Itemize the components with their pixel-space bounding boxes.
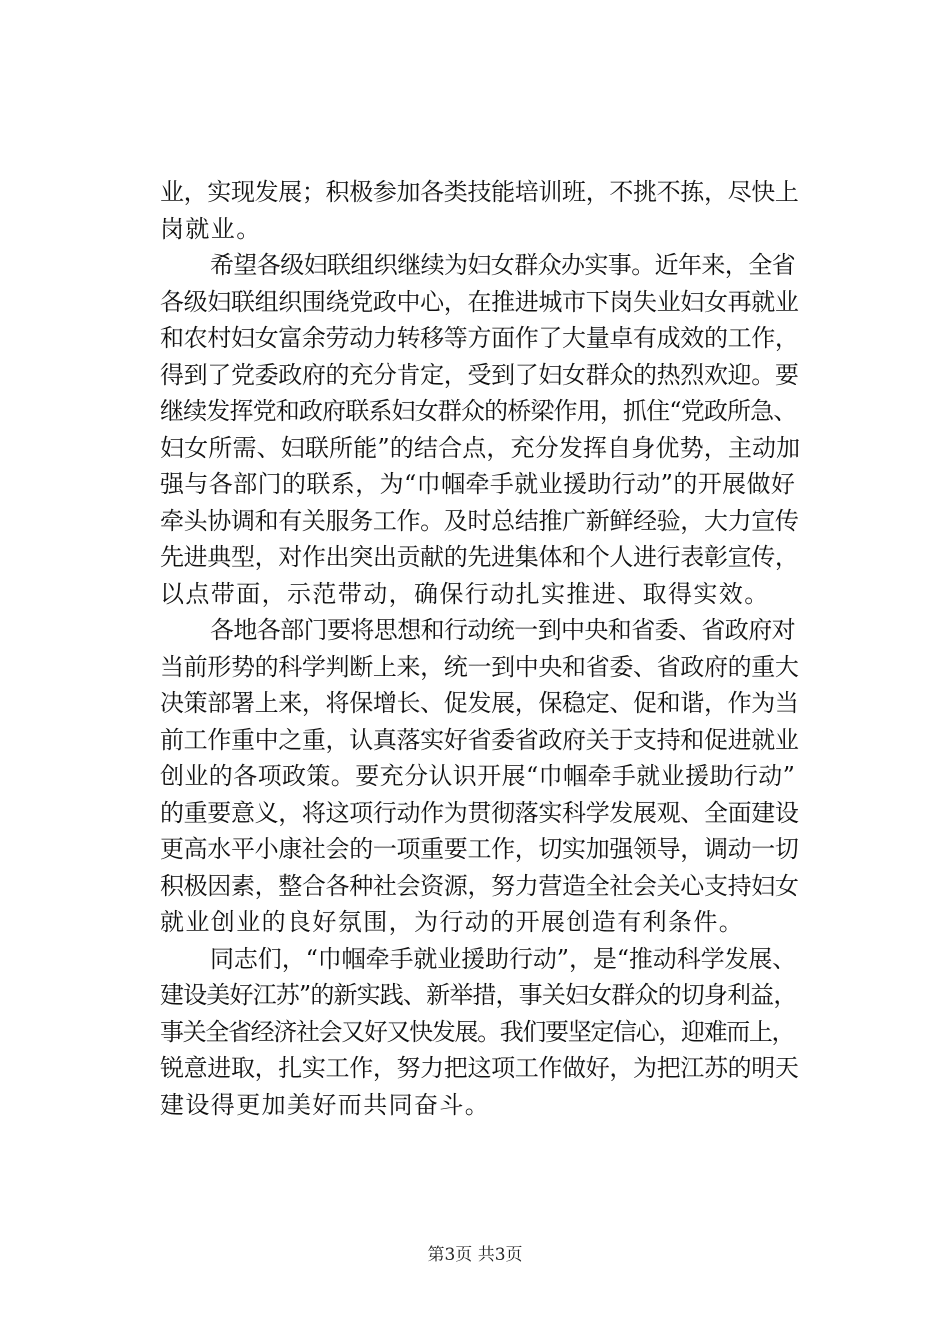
text-line: 当前形势的科学判断上来，统一到中央和省委、省政府的重大 — [160, 652, 799, 681]
paragraph-first-line: 各地各部门要将思想和行动统一到中央和省委、省政府对 — [210, 616, 795, 644]
text-line: 建设得更加美好而共同奋斗。 — [160, 1090, 491, 1119]
text-line: 更高水平小康社会的一项重要工作，切实加强领导，调动一切 — [160, 835, 799, 863]
text-line: 建设美好江苏”的新实践、新举措，事关妇女群众的切身利益， — [160, 981, 797, 1009]
paragraph-first-line: 同志们，“巾帼牵手就业援助行动”，是“推动科学发展、 — [210, 944, 797, 973]
text-line: 继续发挥党和政府联系妇女群众的桥梁作用，抓住“党政所急、 — [160, 397, 797, 425]
page-footer: 第3页 共3页 — [427, 1245, 523, 1265]
text-line: 决策部署上来，将保增长、促发展，保稳定、促和谐，作为当 — [160, 689, 799, 717]
text-line: 强与各部门的联系，为“巾帼牵手就业援助行动”的开展做好 — [160, 470, 796, 498]
text-line: 岗就业。 — [160, 214, 262, 243]
text-line: 的重要意义，将这项行动作为贯彻落实科学发展观、全面建设 — [160, 798, 799, 827]
text-line: 业，实现发展；积极参加各类技能培训班，不挑不拣，尽快上 — [160, 178, 799, 206]
text-line: 前工作重中之重，认真落实好省委省政府关于支持和促进就业 — [160, 725, 799, 754]
text-line: 事关全省经济社会又好又快发展。我们要坚定信心，迎难而上， — [160, 1017, 795, 1046]
text-line: 创业的各项政策。要充分认识开展“巾帼牵手就业援助行动” — [160, 762, 796, 790]
text-line: 就业创业的良好氛围，为行动的开展创造有利条件。 — [160, 908, 745, 936]
document-body — [160, 174, 800, 1123]
text-line: 先进典型，对作出突出贡献的先进集体和个人进行表彰宣传， — [160, 543, 799, 571]
text-line: 各级妇联组织围绕党政中心，在推进城市下岗失业妇女再就业 — [160, 287, 799, 316]
text-line: 和农村妇女富余劳动力转移等方面作了大量卓有成效的工作， — [160, 324, 799, 352]
text-line: 得到了党委政府的充分肯定，受到了妇女群众的热烈欢迎。要 — [160, 360, 799, 389]
text-line: 牵头协调和有关服务工作。及时总结推广新鲜经验，大力宣传 — [160, 506, 799, 535]
paragraph-first-line: 希望各级妇联组织继续为妇女群众办实事。近年来，全省 — [210, 251, 795, 279]
text-line: 锐意进取，扎实工作，努力把这项工作做好，为把江苏的明天 — [160, 1054, 799, 1082]
text-line: 积极因素，整合各种社会资源，努力营造全社会关心支持妇女 — [160, 871, 799, 900]
text-line: 妇女所需、妇联所能”的结合点，充分发挥自身优势，主动加 — [160, 433, 801, 462]
text-line: 以点带面，示范带动，确保行动扎实推进、取得实效。 — [160, 579, 770, 608]
